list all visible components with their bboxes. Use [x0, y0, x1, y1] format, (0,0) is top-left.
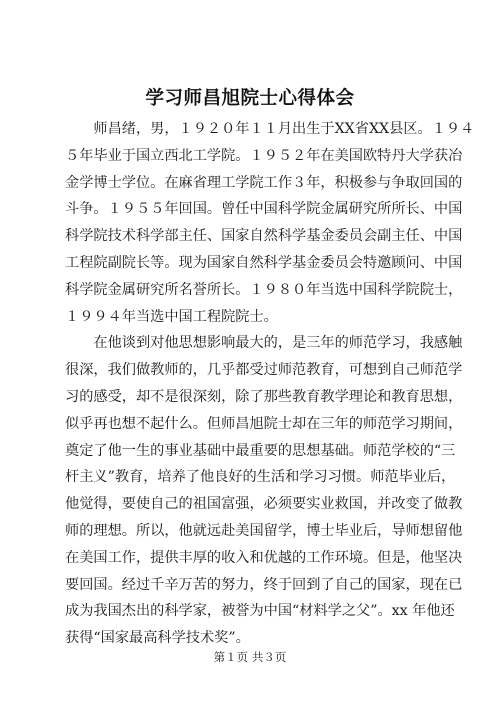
paragraph-line: 获得“国家最高科学技术奖”。 [65, 630, 250, 647]
paragraph-line: １９９４年当选中国工程院院士。 [65, 308, 278, 325]
document-title: 学习师昌旭院士心得体会 [145, 88, 355, 109]
document-body [65, 116, 475, 652]
paragraph-line: 很深，我们做教师的，几乎都受过师范教育，可想到自己师范学 [65, 362, 463, 379]
paragraph-line: 科学院金属研究所名誉所长。１９８０年当选中国科学院院士， [65, 281, 463, 298]
paragraph-line: 科学院技术科学部主任、国家自然科学基金委员会副主任、中国 [65, 228, 463, 245]
paragraph-line: 斗争。１９５５年回国。曾任中国科学院金属研究所所长、中国 [65, 201, 463, 218]
paragraph-line: 习的感受，却不是很深刻，除了那些教育教学理论和教育思想， [65, 388, 463, 405]
paragraph-line: 在美国工作，提供丰厚的收入和优越的工作环境。但是，他坚决 [65, 549, 463, 566]
page-indicator: 第１页 共３页 [213, 650, 287, 664]
paragraph-line: 奠定了他一生的事业基础中最重要的思想基础。师范学校的“三 [65, 442, 456, 459]
paragraph-1 [65, 116, 475, 330]
paragraph-line: 金学博士学位。在麻省理工学院工作３年，积极参与争取回国的 [65, 174, 463, 191]
paragraph-line: 在他谈到对他思想影响最大的，是三年的师范学习，我感触 [65, 335, 463, 352]
paragraph-line: 师的理想。所以，他就远赴美国留学，博士毕业后，导师想留他 [65, 522, 463, 539]
paragraph-line: 似乎再也想不起什么。但师昌旭院士却在三年的师范学习期间， [65, 415, 463, 432]
paragraph-line: 杆主义”教育，培养了他良好的生活和学习习惯。师范毕业后， [65, 469, 456, 486]
paragraph-line: 成为我国杰出的科学家，被誉为中国“材料学之父”。xx 年他还 [65, 603, 455, 620]
paragraph-line: 师昌绪，男，１９２０年１１月出生于XX省XX县区。１９４ [65, 121, 475, 137]
paragraph-line: 工程院副院长等。现为国家自然科学基金委员会特邀顾问、中国 [65, 254, 463, 271]
paragraph-line: 他觉得，要使自己的祖国富强，必须要实业救国，并改变了做教 [65, 496, 463, 513]
paragraph-line: 要回国。经过千辛万苦的努力，终于回到了自己的国家，现在已 [65, 576, 463, 593]
paragraph-line: ５年毕业于国立西北工学院。１９５２年在美国欧特丹大学获冶 [65, 147, 463, 164]
paragraph-2 [65, 330, 463, 652]
